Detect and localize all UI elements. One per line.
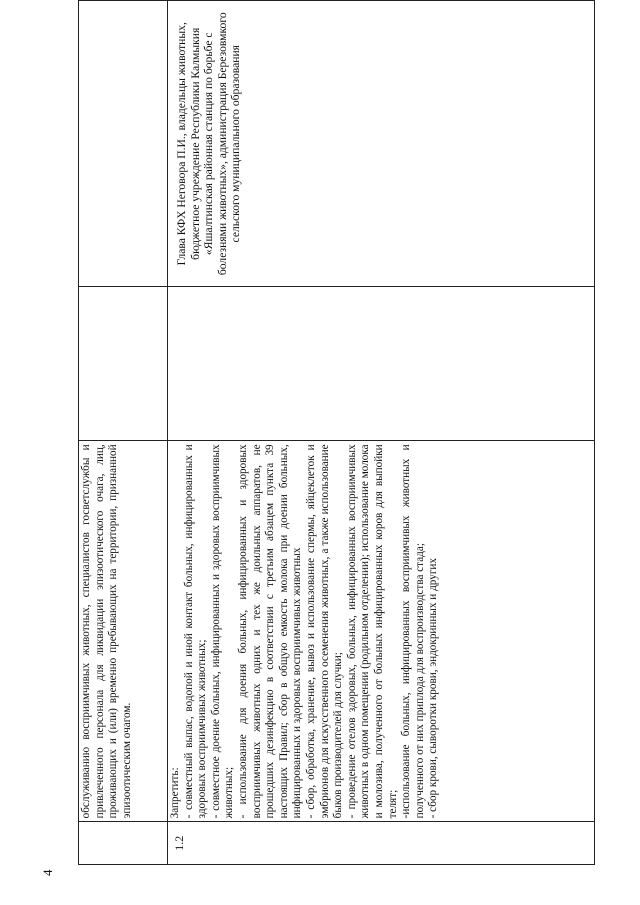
measure-item: - использование для доения больных, инфицированных и здоровых восприимчивых животных одних и тех же доильных аппаратов, не прошедших дезинфекцию в соответствии с третьим абзацем пункта 39 настоящих Правил; сбор в общую емкость молока при доении больных, инфицированных и здоровых восприимчивых животных bbox=[236, 444, 304, 819]
row-number-cell bbox=[79, 822, 168, 865]
measure-item: - совместный выпас, водопой и иной контакт больных, инфицированных и здоровых восприимчивых животных; bbox=[182, 444, 209, 819]
measure-item: - сбор крови, сыворотки крови, эндокринных и других bbox=[427, 558, 440, 819]
row-number-cell: 1.2 bbox=[168, 822, 595, 865]
table-row bbox=[79, 1, 168, 865]
responsible-cell: Глава КФХ Неговора П.И., владельцы животных, бюджетное учреждение Республики Калмыкия «Яшалтинская районная станция по борьбе с болезнями животных», администрация Березовмкого сельского муниципального образования bbox=[168, 1, 595, 287]
table-row bbox=[168, 1, 595, 865]
measure-text: обслуживанию восприимчивых животных, специалистов госветслужбы и привлеченного персонала для ликвидации эпизоотического очага, лиц, проживающих и (или) временно пребывающих на территории, признанной эпизоотическим очагом. bbox=[80, 444, 133, 819]
measure-item: - сбор, обработка, хранение, вывоз и использование спермы, яйцеклеток и эмбрионов для искусственного осеменения животных, а также использование быков производителей для случки; bbox=[304, 444, 345, 819]
measure-text-cell bbox=[168, 441, 595, 822]
measure-item: - проведение отелов здоровых, больных, инфицированных восприимчивых животных в одном помещении (родильном отделении); использование молока и молозива, полученного от больных инфицированных коров для выпойки телят; bbox=[345, 444, 399, 819]
measures-table bbox=[78, 0, 595, 865]
measure-item: - совместное доение больных, инфицированных и здоровых восприимчивых животных; bbox=[209, 444, 236, 819]
term-cell bbox=[79, 287, 168, 441]
page-number: 4 bbox=[40, 869, 55, 876]
measure-text-cell bbox=[79, 441, 168, 822]
measure-heading: Запретить: bbox=[169, 767, 181, 819]
term-cell bbox=[168, 287, 595, 441]
measure-item: -использование больных, инфицированных восприимчивых животных и полученного от них приплода для воспроизводства стада; bbox=[400, 444, 426, 819]
responsible-cell bbox=[79, 1, 168, 287]
